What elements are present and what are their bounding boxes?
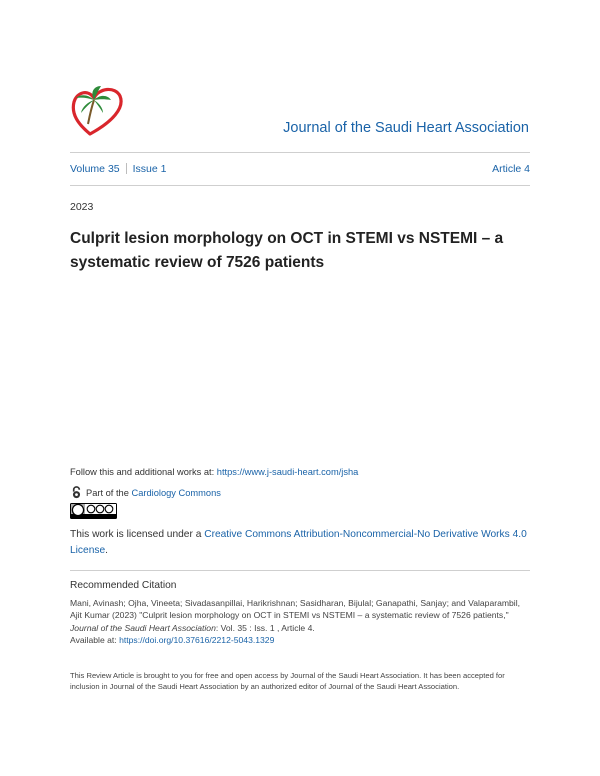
- issue-divider: [70, 185, 530, 186]
- available-at-label: Available at:: [70, 635, 117, 646]
- follow-prefix: Follow this and additional works at:: [70, 467, 215, 477]
- journal-website-link[interactable]: https://www.j-saudi-heart.com/jsha: [216, 467, 359, 477]
- open-access-icon: [70, 486, 83, 499]
- recommended-citation-heading: Recommended Citation: [70, 580, 177, 591]
- recommended-citation: [70, 597, 530, 647]
- license-prefix: This work is licensed under a: [70, 529, 202, 540]
- citation-journal: Journal of the Saudi Heart Association: [70, 622, 216, 633]
- license-text: [70, 527, 530, 558]
- cardiology-commons-link[interactable]: Cardiology Commons: [131, 488, 221, 498]
- citation-divider: [70, 570, 530, 571]
- footer-note: This Review Article is brought to you for free and open access by Journal of the Saudi Heart Association. It has been accepted for inclusion in Journal of the Saudi Heart Association by an authorized editor of Journal of the Saudi Heart Association.: [70, 671, 505, 691]
- publication-year: 2023: [70, 201, 94, 213]
- creative-commons-license-icon[interactable]: [70, 503, 117, 519]
- volume-link[interactable]: Volume 35: [70, 163, 120, 175]
- doi-link[interactable]: https://doi.org/10.37616/2212-5043.1329: [119, 635, 275, 646]
- heart-palm-logo-icon: [68, 80, 126, 138]
- citation-authors: Mani, Avinash; Ojha, Vineeta; Sivadasanpillai, Harikrishnan; Sasidharan, Bijulal; Ganapathi, Sanjay; and Valaparambil, Ajit Kumar (2023) "Culprit lesion morphology on OCT in STEMI vs NSTEMI – a systematic review of 7526 patients,": [70, 598, 521, 621]
- part-of-line: [70, 486, 221, 499]
- header-divider: [70, 152, 530, 153]
- article-link[interactable]: Article 4: [492, 163, 530, 175]
- license-suffix: .: [105, 544, 108, 556]
- citation-volume-info: : Vol. 35 : Iss. 1 , Article 4.: [215, 622, 315, 633]
- issue-link[interactable]: Issue 1: [132, 163, 167, 175]
- journal-title[interactable]: Journal of the Saudi Heart Association: [283, 120, 529, 136]
- part-of-prefix: Part of the: [86, 488, 129, 498]
- license-link[interactable]: Creative Commons Attribution-Noncommercial-No Derivative Works 4.0 License: [70, 529, 527, 556]
- follow-line: [70, 467, 358, 477]
- issue-separator: [126, 163, 127, 174]
- article-title: Culprit lesion morphology on OCT in STEMI vs NSTEMI – a systematic review of 7526 patients: [70, 230, 504, 271]
